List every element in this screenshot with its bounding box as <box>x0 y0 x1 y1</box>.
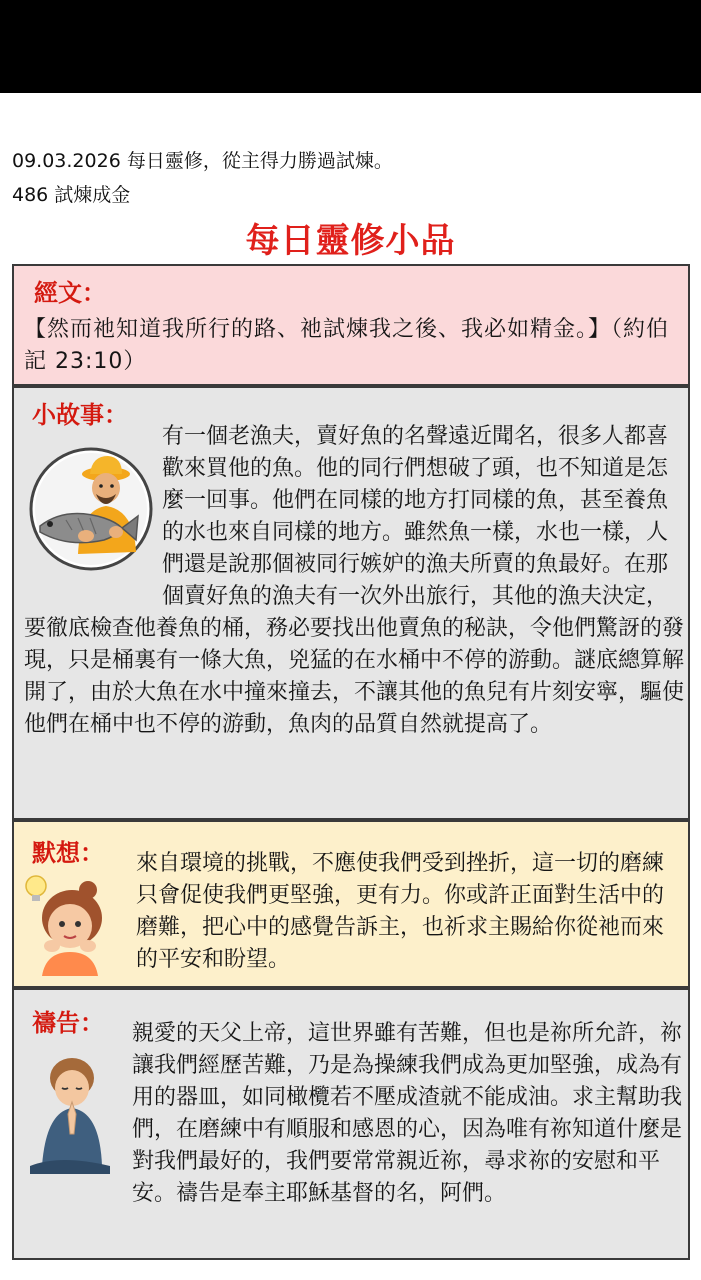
story-section <box>12 386 690 820</box>
fisherman-icon <box>26 444 156 574</box>
meditation-label: 默想： <box>32 839 104 867</box>
page-title: 每日靈修小品 <box>245 221 456 261</box>
story-text: 有一個老漁夫，賣好魚的名聲遠近聞名，很多人都喜歡來買他的魚。他的同行們想破了頭，也不知道是怎麼一回事。他們在同樣的地方打同樣的魚，甚至養魚的水也來自同樣的地方。雖然魚一樣，水也一樣，人們還是說那個被同行嫉妒的漁夫所賣的魚最好。在那個賣好魚的漁夫有一次外出旅行，其他的漁夫決定，要徹底檢查他養魚的桶，務必要找出他賣魚的秘訣，令他們驚訝的發現，只是桶裏有一條大魚，兇猛的在水桶中不停的游動。謎底總算解開了，由於大魚在水中撞來撞去，不讓其他的魚兒有片刻安寧，驅使他們在桶中也不停的游動，魚肉的品質自然就提高了。 <box>24 424 685 737</box>
meditation-text: 來自環境的挑戰，不應使我們受到挫折，這一切的磨練只會促使我們更堅強，更有力。你或許正面對生活中的磨難，把心中的感覺告訴主，也祈求主賜給你從祂而來的平安和盼望。 <box>136 851 665 972</box>
story-label: 小故事： <box>32 401 128 429</box>
thinking-girl-icon <box>22 868 110 976</box>
scripture-label: 經文： <box>34 279 106 307</box>
meditation-section <box>12 820 690 988</box>
praying-boy-icon <box>20 1050 118 1180</box>
prayer-text: 親愛的天父上帝，這世界雖有苦難，但也是祢所允許，祢讓我們經歷苦難，乃是為操練我們成為更加堅強，成為有用的器皿，如同橄欖若不壓成渣就不能成油。求主幫助我們，在磨練中有順服和感恩的心，因為唯有祢知道什麼是對我們最好的，我們要常常親近祢，尋求祢的安慰和平安。禱告是奉主耶穌基督的名，阿們。 <box>132 1021 683 1206</box>
header-date-line: 09.03.2026 每日靈修，從主得力勝過試煉。 <box>12 150 393 172</box>
prayer-label: 禱告： <box>32 1009 104 1037</box>
scripture-section <box>12 264 690 386</box>
header-number-line: 486 試煉成金 <box>12 184 131 206</box>
scripture-text: 【然而祂知道我所行的路、祂試煉我之後、我必如精金。】（約伯記 23:10） <box>24 317 670 374</box>
prayer-section <box>12 988 690 1260</box>
top-black-bar <box>0 0 701 93</box>
